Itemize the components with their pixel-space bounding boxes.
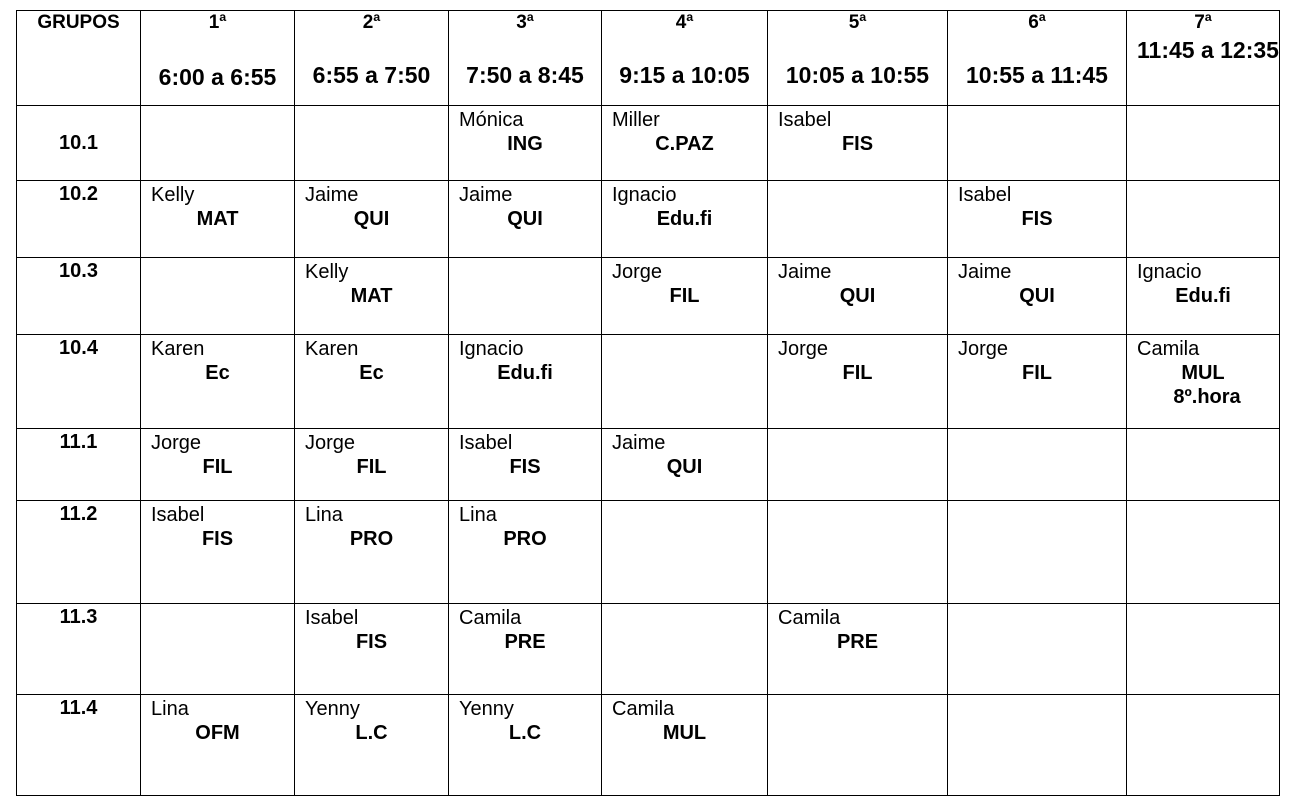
schedule-cell [768,335,948,429]
period-time: 10:55 a 11:45 [966,62,1108,88]
class-entry [1127,335,1279,410]
empty-schedule-cell [141,106,295,181]
teacher-name: Jaime [778,261,832,283]
teacher-name: Mónica [459,109,524,131]
subject-code: PRO [349,528,394,550]
class-entry [295,335,448,385]
group-cell [17,604,141,695]
schedule-cell [141,181,295,258]
teacher-name: Jorge [778,338,829,360]
group-label: 11.2 [59,503,98,525]
class-entry [449,695,601,745]
teacher-name: Isabel [305,607,359,629]
teacher-name: Isabel [151,504,205,526]
class-entry [295,429,448,479]
period-time: 7:50 a 8:45 [466,62,584,88]
period-time: 10:05 a 10:55 [785,62,930,88]
subject-code: OFM [195,722,240,744]
schedule-cell [449,604,602,695]
subject-code: Edu.fi [497,362,553,384]
subject-code: FIS [1021,208,1053,230]
teacher-name: Isabel [778,109,832,131]
subject-code: QUI [1019,285,1055,307]
schedule-cell [141,501,295,604]
class-entry [141,335,294,385]
subject-code: QUI [507,208,543,230]
teacher-name: Camila [612,698,675,720]
schedule-cell [602,429,768,501]
schedule-cell [948,181,1127,258]
group-row [17,106,1280,181]
empty-schedule-cell [1127,181,1280,258]
group-cell [17,181,141,258]
class-entry [141,695,294,745]
teacher-name: Kelly [151,184,195,206]
grupos-header-label: GRUPOS [37,12,120,33]
group-row [17,429,1280,501]
schedule-cell [768,258,948,335]
group-row [17,258,1280,335]
schedule-cell [602,181,768,258]
empty-schedule-cell [768,429,948,501]
teacher-name: Ignacio [459,338,524,360]
class-entry [948,335,1126,385]
class-entry [948,258,1126,308]
subject-code: MUL [662,722,707,744]
period-time: 6:00 a 6:55 [158,64,277,90]
group-label: 10.1 [59,132,98,154]
empty-schedule-cell [1127,106,1280,181]
schedule-table [16,10,1280,796]
group-label: 11.1 [59,431,98,453]
period-header-cell [449,11,602,106]
group-row [17,501,1280,604]
subject-code: FIL [1022,362,1052,384]
grupos-header-cell [17,11,141,106]
teacher-name: Jorge [612,261,663,283]
teacher-name: Kelly [305,261,349,283]
schedule-cell [768,604,948,695]
empty-schedule-cell [141,258,295,335]
class-entry [602,429,767,479]
group-label: 11.4 [59,697,98,719]
schedule-cell [295,335,449,429]
teacher-name: Jaime [459,184,513,206]
empty-schedule-cell [1127,695,1280,796]
class-entry [602,106,767,156]
subject-code: Ec [205,362,230,384]
teacher-name: Karen [305,338,359,360]
schedule-cell [948,335,1127,429]
schedule-cell [295,604,449,695]
subject-code: FIS [355,631,388,653]
group-cell [17,258,141,335]
schedule-cell [768,106,948,181]
subject-code: L.C [508,722,542,744]
group-label: 10.3 [59,260,98,282]
teacher-name: Lina [151,698,189,720]
teacher-name: Ignacio [1137,261,1202,283]
header-row [17,11,1280,106]
schedule-cell [141,429,295,501]
empty-schedule-cell [141,604,295,695]
class-entry [449,429,601,479]
teacher-name: Isabel [958,184,1012,206]
empty-schedule-cell [768,695,948,796]
teacher-name: Yenny [305,698,360,720]
group-row [17,695,1280,796]
schedule-cell [141,695,295,796]
teacher-name: Lina [459,504,497,526]
class-entry [449,501,601,551]
empty-schedule-cell [948,106,1127,181]
subject-code: Edu.fi [656,208,713,230]
period-number: 6ª [1028,12,1046,33]
class-entry [768,335,947,385]
class-entry [295,181,448,231]
empty-schedule-cell [602,604,768,695]
empty-schedule-cell [602,501,768,604]
group-label: 10.2 [59,183,98,205]
teacher-name: Camila [1137,338,1200,360]
schedule-cell [449,181,602,258]
schedule-cell [449,429,602,501]
empty-schedule-cell [449,258,602,335]
subject-code: FIL [669,285,700,307]
empty-schedule-cell [948,429,1127,501]
subject-code: QUI [839,285,876,307]
teacher-name: Lina [305,504,343,526]
schedule-cell [295,695,449,796]
schedule-cell [602,695,768,796]
schedule-cell [449,501,602,604]
teacher-name: Jaime [958,261,1012,283]
group-label: 10.4 [59,337,98,359]
empty-schedule-cell [768,181,948,258]
class-entry [449,604,601,654]
schedule-cell [295,258,449,335]
teacher-name: Miller [612,109,660,131]
teacher-name: Yenny [459,698,514,720]
group-row [17,335,1280,429]
teacher-name: Jaime [305,184,359,206]
teacher-name: Jorge [958,338,1009,360]
schedule-cell [602,258,768,335]
subject-code: C.PAZ [655,133,714,155]
period-header-cell [602,11,768,106]
schedule-cell [948,258,1127,335]
class-entry [602,181,767,231]
schedule-cell [295,429,449,501]
period-header-cell [295,11,449,106]
teacher-name: Ignacio [612,184,677,206]
empty-schedule-cell [948,604,1127,695]
class-entry [295,501,448,551]
class-entry [948,181,1126,231]
subject-code: ING [507,133,543,155]
teacher-name: Karen [151,338,205,360]
group-label: 11.3 [59,606,98,628]
schedule-cell [141,335,295,429]
period-time: 6:55 a 7:50 [312,62,431,88]
subject-code: FIL [356,456,387,478]
period-header-cell [141,11,295,106]
class-entry [768,106,947,156]
group-row [17,181,1280,258]
schedule-cell [449,335,602,429]
empty-schedule-cell [1127,429,1280,501]
period-number: 7ª [1194,12,1212,33]
subject-code: PRO [503,528,547,550]
class-entry [602,258,767,308]
group-cell [17,335,141,429]
subject-code: FIL [202,456,233,478]
period-number: 2ª [362,12,381,33]
empty-schedule-cell [768,501,948,604]
teacher-name: Jaime [612,432,666,454]
empty-schedule-cell [948,695,1127,796]
cell-note: 8º.hora [1173,386,1241,408]
teacher-name: Jorge [305,432,356,454]
group-cell [17,429,141,501]
empty-schedule-cell [1127,604,1280,695]
teacher-name: Jorge [151,432,202,454]
empty-schedule-cell [1127,501,1280,604]
period-number: 5ª [848,12,867,33]
period-time: 11:45 a 12:35 [1137,37,1279,63]
group-cell [17,501,141,604]
subject-code: Edu.fi [1175,285,1231,307]
schedule-cell [449,695,602,796]
class-entry [141,501,294,551]
class-entry [602,695,767,745]
subject-code: L.C [355,722,388,744]
class-entry [768,258,947,308]
period-number: 3ª [516,12,534,33]
class-entry [295,604,448,654]
class-entry [141,181,294,231]
class-entry [141,429,294,479]
class-entry [295,258,448,308]
empty-schedule-cell [948,501,1127,604]
subject-code: MAT [350,285,393,307]
subject-code: MUL [1181,362,1225,384]
schedule-cell [602,106,768,181]
schedule-cell [1127,335,1280,429]
teacher-name: Isabel [459,432,513,454]
period-number: 4ª [675,12,694,33]
teacher-name: Camila [778,607,841,629]
class-entry [449,106,601,156]
group-row [17,604,1280,695]
subject-code: PRE [836,631,879,653]
class-entry [449,181,601,231]
subject-code: MAT [196,208,239,230]
subject-code: QUI [666,456,703,478]
empty-schedule-cell [295,106,449,181]
subject-code: PRE [504,631,546,653]
class-entry [1127,258,1279,308]
subject-code: Ec [359,362,384,384]
class-entry [768,604,947,654]
group-cell [17,106,141,181]
teacher-name: Camila [459,607,522,629]
subject-code: QUI [353,208,390,230]
period-number: 1ª [208,12,227,33]
subject-code: FIS [509,456,541,478]
schedule-cell [295,181,449,258]
group-cell [17,695,141,796]
class-entry [295,695,448,745]
subject-code: FIL [842,362,873,384]
period-header-cell [948,11,1127,106]
subject-code: FIS [201,528,234,550]
period-header-cell [768,11,948,106]
schedule-cell [295,501,449,604]
period-time: 9:15 a 10:05 [619,62,750,88]
class-entry [449,335,601,385]
period-header-cell [1127,11,1280,106]
schedule-cell [449,106,602,181]
subject-code: FIS [841,133,874,155]
empty-schedule-cell [602,335,768,429]
schedule-cell [1127,258,1280,335]
